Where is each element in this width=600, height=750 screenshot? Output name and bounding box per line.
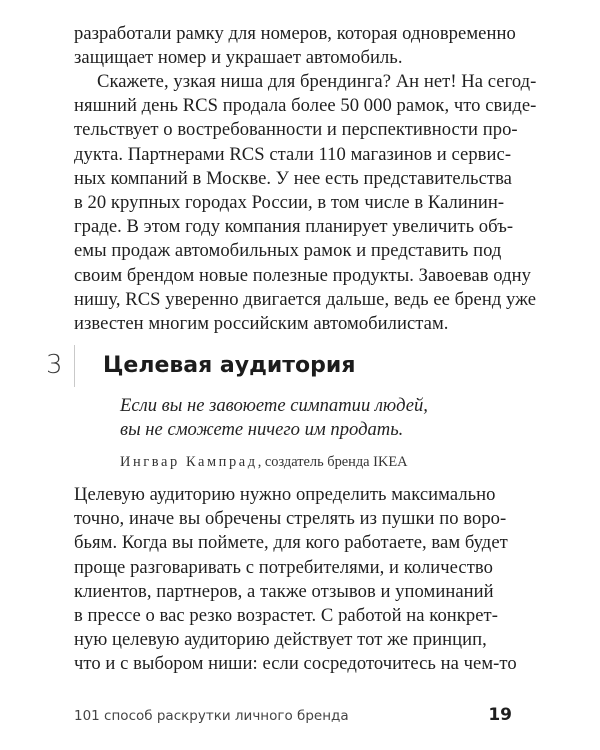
text-line: клиентов, партнеров, а также отзывов и упоминаний xyxy=(74,580,494,602)
text-line: Скажете, узкая ниша для брендинга? Ан нет! На сегод- xyxy=(97,71,537,92)
section-number: 3 xyxy=(46,350,63,380)
epigraph-quote xyxy=(120,394,428,441)
paragraph-target-audience xyxy=(74,483,522,677)
text-line: защищает номер и украшает автомобиль. xyxy=(74,47,403,69)
running-footer-title: 101 способ раскрутки личного бренда xyxy=(74,708,349,724)
epigraph-attribution xyxy=(120,452,408,472)
text-line: бьям. Когда вы поймете, для кого работаете, вам будет xyxy=(74,532,508,554)
text-line: в прессе о вас резко возрастет. С работой на конкрет- xyxy=(74,605,498,627)
text-line: граде. В этом году компания планирует увеличить объ- xyxy=(74,216,514,238)
text-line: проще разговаривать с потребителями, и количество xyxy=(74,556,493,578)
section-title: Целевая аудитория xyxy=(103,353,356,378)
text-line: няшний день RCS продала более 50 000 рамок, что свиде- xyxy=(74,95,537,117)
section-divider-rule xyxy=(74,345,75,387)
text-line: тельствует о востребованности и перспективности про- xyxy=(74,119,518,141)
text-line: ную целевую аудиторию действует тот же принцип, xyxy=(74,629,487,651)
quote-line: вы не сможете ничего им продать. xyxy=(120,418,404,440)
quote-line: Если вы не завоюете симпатии людей, xyxy=(120,395,428,416)
text-line: емы продаж автомобильных рамок и представить под xyxy=(74,240,502,262)
text-line: что и с выбором ниши: если сосредоточитесь на чем-то xyxy=(74,653,517,675)
text-line: известен многим российским автомобилистам. xyxy=(74,313,449,335)
text-line: дукта. Партнерами RCS стали 110 магазинов и сервис- xyxy=(74,143,512,165)
text-line: своим брендом новые полезные продукты. Завоевав одну xyxy=(74,264,531,286)
text-line: Целевую аудиторию нужно определить максимально xyxy=(74,484,496,505)
page-number: 19 xyxy=(488,705,512,725)
text-line: точно, иначе вы обречены стрелять из пушки по воро- xyxy=(74,508,507,530)
quote-author-description: , создатель бренда IKEA xyxy=(257,454,408,470)
text-line: нишу, RCS уверенно двигается дальше, ведь ее бренд уже xyxy=(74,288,537,310)
text-line: разработали рамку для номеров, которая одновременно xyxy=(74,23,516,44)
paragraph-intro-continuation xyxy=(74,22,522,70)
paragraph-rcs-success xyxy=(74,70,537,336)
quote-author: Ингвар Кампрад xyxy=(120,454,258,470)
text-line: ных компаний в Москве. У нее есть представительства xyxy=(74,167,512,189)
text-line: в 20 крупных городах России, в том числе в Калинин- xyxy=(74,192,505,214)
